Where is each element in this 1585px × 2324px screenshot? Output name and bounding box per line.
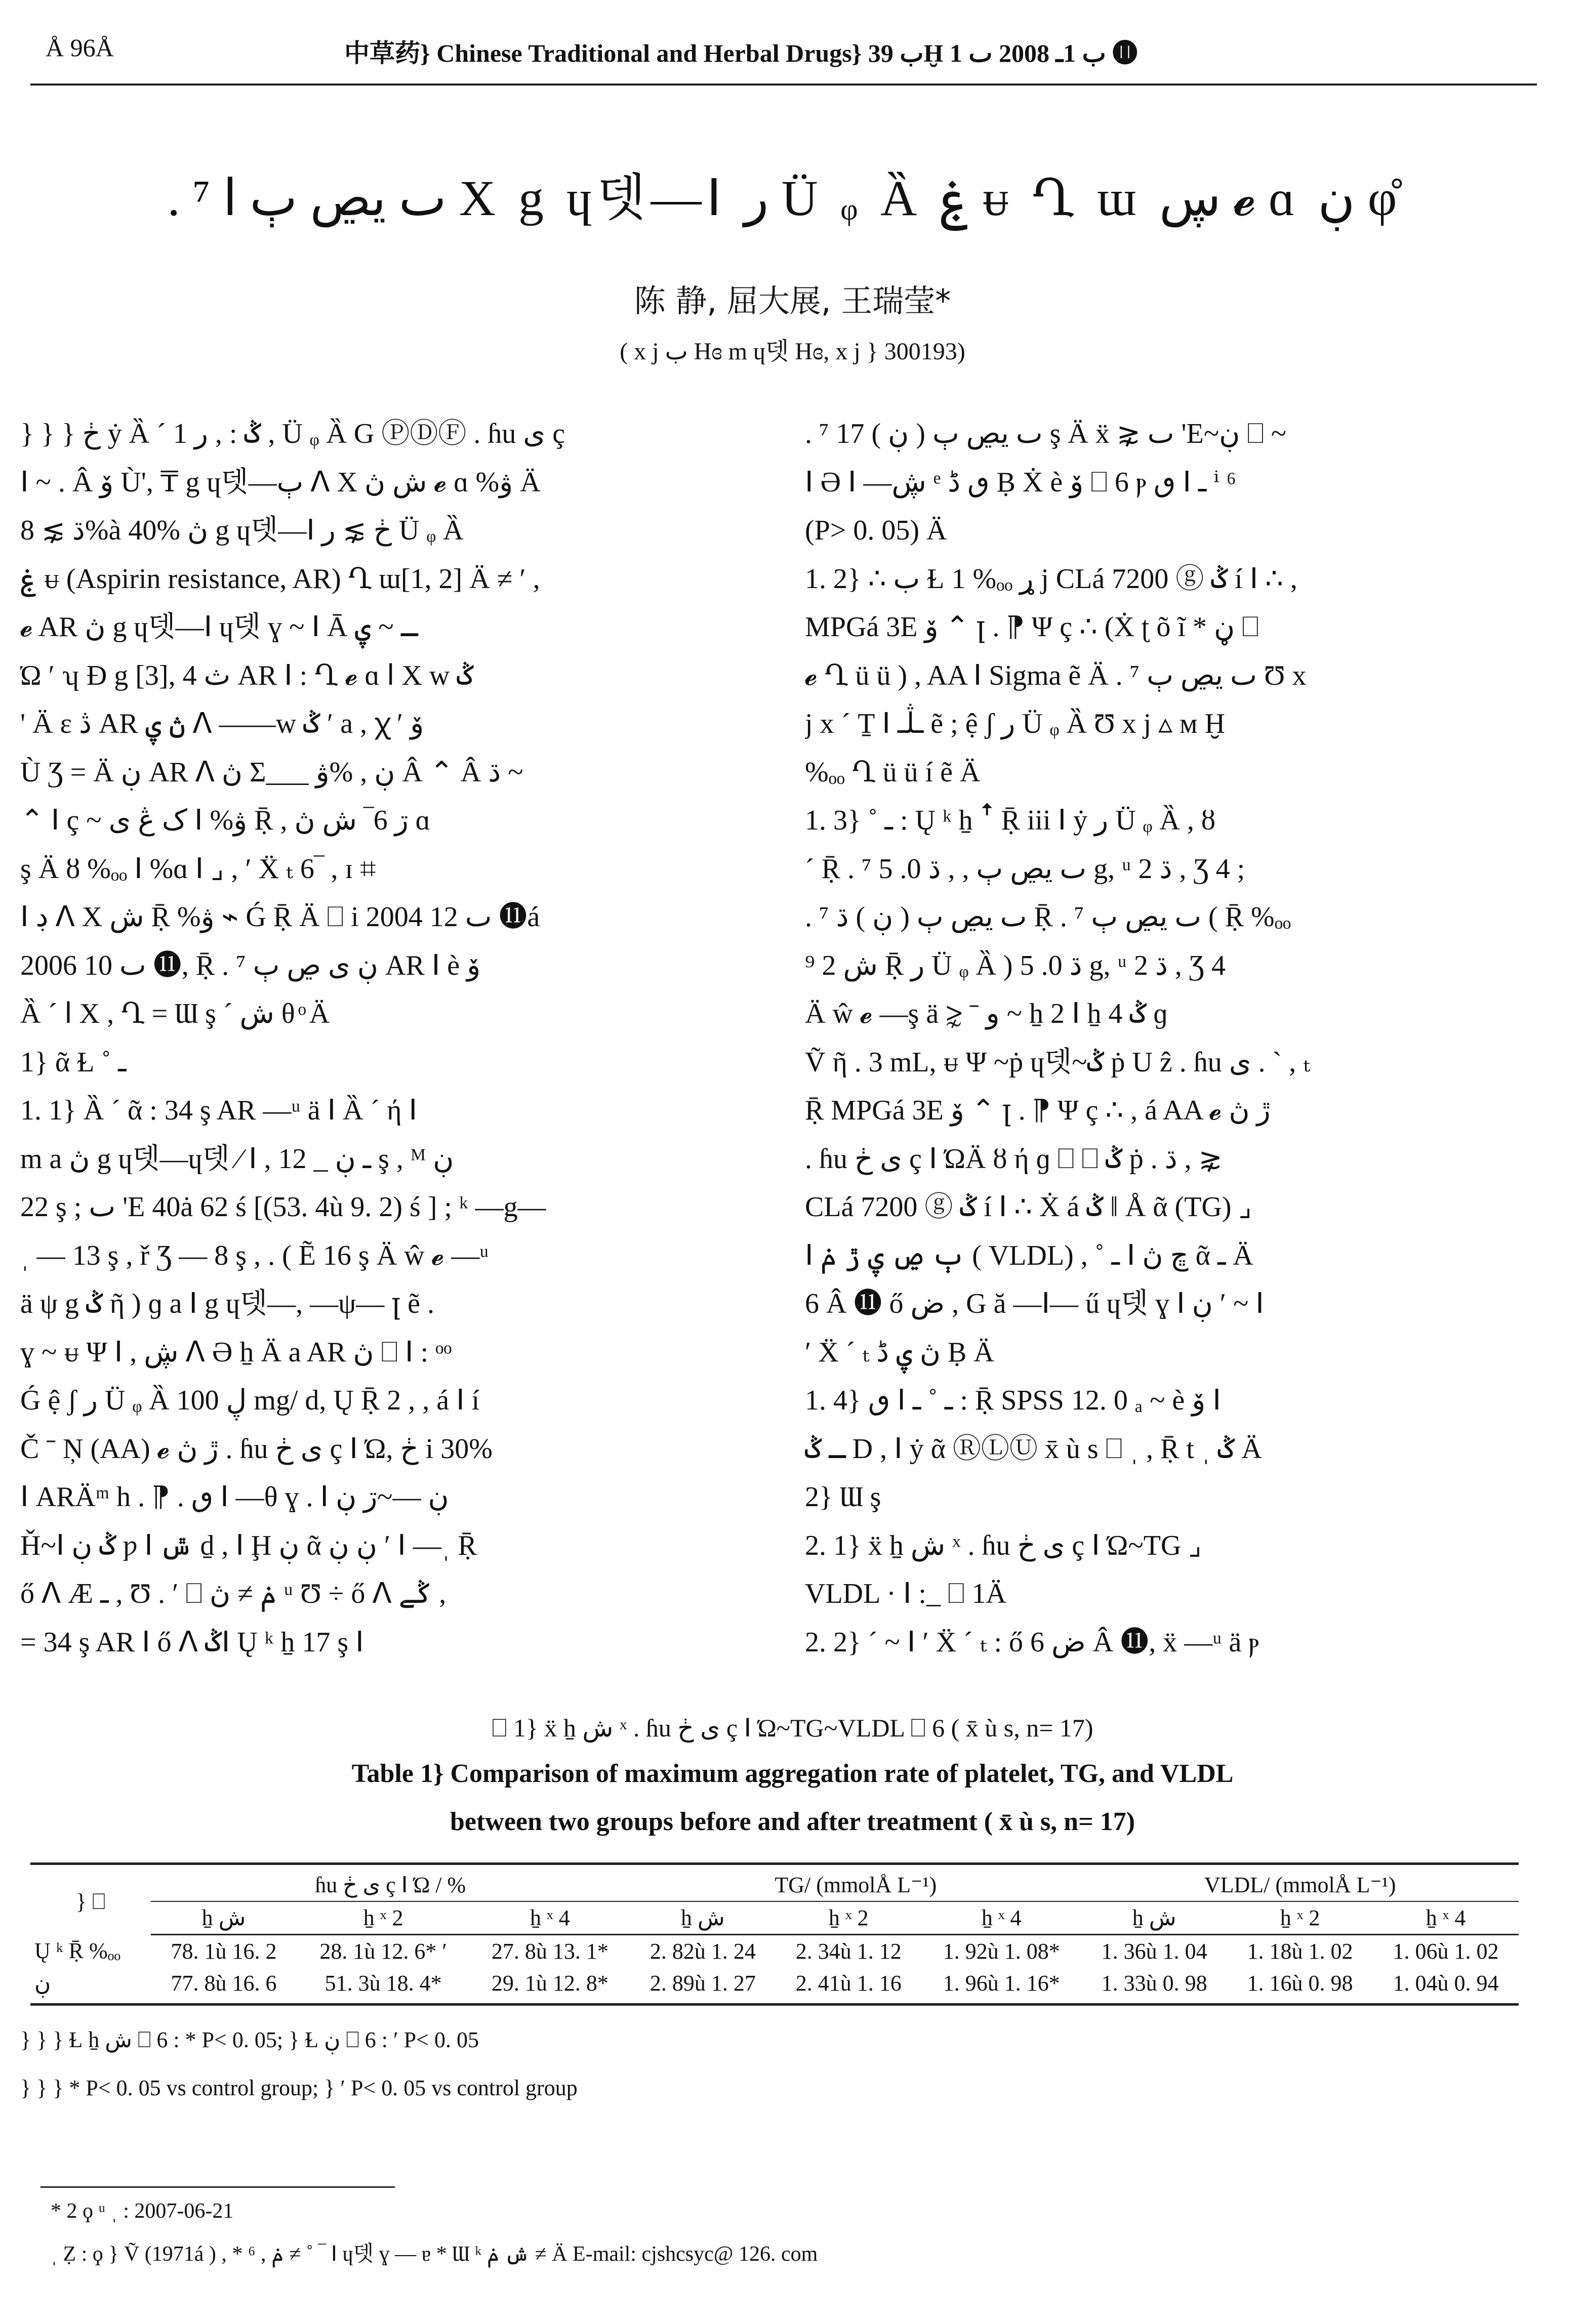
table-row xyxy=(30,1935,1519,1968)
right-column xyxy=(805,410,1549,1667)
footnote-author-info: ˌ Ẓ : ϙ } Ṽ (1971á ) , * ⁶ , ݥ ≠ ˚ ‾ ꓲ ɥ뎃 ɣ — ɐ * Ɯ ᵏ ش ݥ ≠ Ä E-mail: cjshcsyc@ 126. com xyxy=(51,2243,818,2266)
body-text-line: CLá 7200 ⓖ ݣ í ꓲ ∴ Ẋ á ݣ ǁ Å ᾶ (TG) ⌟ xyxy=(805,1191,1252,1223)
table-caption-english-cont: between two groups before and after treatment ( x̄ ù s, n= 17) xyxy=(450,1807,1135,1836)
body-text-line: 1. 1} Ȁ ˊ ᾶ : 34 ş AR —ᵘ ä ꓲ Ȁ ˊ ή ꓲ xyxy=(20,1095,417,1126)
body-text-line: ′ Ẍ ˊ ₜ ڽ ۑ ڈ Ḅ Ä xyxy=(805,1336,994,1368)
vldl-group-header: VLDL/ (mmolÅ L⁻¹) xyxy=(1081,1864,1519,1902)
body-text-line: Ȁ ˊ ا X , Ղ = Ɯ ş ˊ ش θ ͦ Ä xyxy=(20,998,330,1029)
table-cell: 1. 92ù 1. 08* xyxy=(943,1939,1060,1964)
body-text-line: . ɦu ی ڂ ç ꓲ ΏÄ ȣ ή ɡ ⎕ ⎕ ݣ ṗ . ڌ , ⋧ xyxy=(805,1143,1223,1175)
table-cell: 1. 96ù 1. 16* xyxy=(921,1967,1081,2005)
body-text-line: ɣ ~ ᵾ Ψ ꓲ , ڜ ꓥ Ə ẖ Ä a AR ڽ ⎕ ꓲ : ᵒᵒ xyxy=(20,1336,452,1368)
table-subheader: ẖ ﺵ xyxy=(1081,1901,1227,1935)
body-text-line: 6 Â ⓫ ő ض , G ă —ꓲ— ű ɥ뎃 ɣ ꓲ ڹ ′ ~ ꓲ xyxy=(805,1288,1264,1319)
body-text-line: ' Ä ε ڎ AR ڽ ۑ ꓥ ——w ݣ ′ a , ꭓ ′ ۆ xyxy=(20,708,424,739)
table-caption-english: Table 1} Comparison of maximum aggregation rate of platelet, TG, and VLDL xyxy=(351,1759,1234,1788)
table-cell: 1. 04ù 0. 94 xyxy=(1373,1967,1519,2005)
table-subheader: ẖ ˣ 2 xyxy=(297,1901,470,1935)
table-note-english: } } } * P< 0. 05 vs control group; } ′ P< 0. 05 vs control group xyxy=(20,2076,578,2100)
results-table xyxy=(30,1862,1519,2006)
table-subheader: ẖ ˣ 4 xyxy=(470,1901,630,1935)
row-group-label: ڹ xyxy=(30,1967,151,2005)
body-text-line: ۼ ᵾ (Aspirin resistance, AR) Ղ ɯ[1, 2] Ä ≠ ′ , xyxy=(20,563,540,595)
body-text-line: 1. 4} ٯ ꓲ ـ ˚ ـ : Ṝ SPSS 12. 0 ₐ ~ è ۆ ꓲ xyxy=(805,1385,1221,1416)
body-text-line: 1} ᾶ Ɫ ˚ ـ xyxy=(20,1046,127,1078)
body-text-line: 1. 2} ∴ ب Ɫ 1 %ₒₒ ړ j CLá 7200 ⓖ ݣ í ꓲ ∴ , xyxy=(805,563,1297,595)
table-cell: 1. 18ù 1. 02 xyxy=(1247,1939,1353,1964)
body-text-line: Ώ ′ ʮ Ɖ g [3], 4 ث AR ꓲ : Ղ 𝓮 ɑ ا X w ݣ xyxy=(20,659,474,691)
table-subheader: ẖ ﺵ xyxy=(630,1901,776,1935)
body-text-line: MPGá 3E ۆ ⌃ ꞁ . ⁋ Ψ ç ∴ (Ẋ ʈ õ ĩ * ڼ ⎕ xyxy=(805,611,1259,643)
table-row xyxy=(30,1967,1519,2005)
affiliation: ( x j ب Hɞ m ɥ뎃 Hɞ, x j } 300193) xyxy=(620,338,965,365)
author-list: 陈 静, 屈大展, 王瑞莹* xyxy=(634,282,951,319)
table-subheader: ẖ ˣ 2 xyxy=(1227,1901,1373,1935)
table-cell: 29. 1ù 12. 8* xyxy=(470,1967,630,2005)
table-cell: 51. 3ù 18. 4* xyxy=(297,1967,470,2005)
table-caption-native: ⎕ 1} ẍ ẖ ﺵ ˣ . ɦu ی ڂ ç ꓲ Ώ~TG~VLDL ⎕ 6 ( x̄ ù s, n= 17) xyxy=(492,1714,1093,1742)
table-cell: 1. 36ù 1. 04 xyxy=(1101,1939,1207,1964)
body-text-line: 2006 ٮ 10 ⓫, Ṝ . ⁷ ڹ ی ڝ ٻ AR ꓲ è ۆ xyxy=(20,949,481,981)
body-text-line: j x ˊ Ṯ ꓲ ـڷـ ẽ ; ệ ʃ ر Ü ᵩ Ȁ Ʊ x j ▵ ᴍ Ḫ xyxy=(805,708,1226,739)
group-col-header: } ⎕ xyxy=(30,1864,151,1935)
body-text-line: Ä ŵ 𝓮 —ş ä ⋧ ˉ و ~ ẖ 2 ꓲ ẖ 4 ݣ ɡ xyxy=(805,998,1168,1029)
left-column xyxy=(20,410,764,1667)
table-cell: 28. 1ù 12. 6* ′ xyxy=(319,1939,447,1964)
table-subheader: ẖ ˣ 4 xyxy=(1373,1901,1519,1935)
body-text-line: Ṝ MPGá 3E ۆ ⌃ ꞁ . ⁋ Ψ ç ∴ , á AA 𝓮 ڙ ڽ xyxy=(805,1095,1271,1126)
body-text-line: 2. 1} ẍ ẖ ﺵ ˣ . ɦu ی ڂ ç ꓲ Ώ~TG ⌟ xyxy=(805,1529,1202,1561)
footnote-received: * 2 ϙ ᵘ ˌ : 2007-06-21 xyxy=(51,2200,234,2223)
body-text-line: (P> 0. 05) Ä xyxy=(805,515,947,546)
body-text-line: ﺵ 2 ⁹ Ṝ ر Ü ᵩ Ȁ ) ڌ 0. 5 g, ᵘ 2 ڌ , Ʒ 4 xyxy=(805,949,1226,981)
table-note-native: } } } Ɫ ẖ ﺵ ⎕ 6 : * P< 0. 05; } Ɫ ڹ ⎕ 6 : ′ P< 0. 05 xyxy=(20,2027,479,2052)
body-text-line: 22 ş ; ٮ 'E 40ȧ 62 ś [(53. 4ù 9. 2) ś ] ; ᵏ —g— xyxy=(20,1191,546,1223)
body-text-line: = 34 ş AR ꓲ ő ꓥ ݣꓲ Ų ᵏ ẖ 17 ş ꓲ xyxy=(20,1626,364,1658)
body-text-line: 𝓮 AR ڽ g ɥ뎃—ꓲ ɥ뎃 ɣ ~ ꓲ Ā ـ ~ ۑ xyxy=(20,611,418,643)
table-subheader: ẖ ˣ 4 xyxy=(921,1901,1081,1935)
running-header xyxy=(30,28,1537,86)
body-text-line: Ṽ ῆ . 3 mL, ᵾ Ψ ~ṗ ɥ뎃~ݣ ṗ U ẑ . ɦu ی . ` , ₜ xyxy=(805,1046,1310,1078)
body-text-line: 2} Ɯ ş xyxy=(805,1481,881,1513)
body-text-line: ꓲ ARÄᵐ h . ⁋ . ٯ ꓲ —θ ɣ . ꓲ ڹ —~ڗ ڹ xyxy=(20,1481,449,1513)
row-group-label: Ų ᵏ Ṝ %ₒₒ xyxy=(34,1938,121,1964)
body-text-line: %ₒₒ Ղ ü ü í ẽ Ä xyxy=(805,756,981,788)
table-subheader: ẖ ˣ 2 xyxy=(776,1901,921,1935)
table-subheader-row xyxy=(30,1901,1519,1935)
table-body xyxy=(30,1935,1519,2005)
body-text-line: ꓲ ٻ ڝ ۑ ڙ ݥ ( VLDL) , ˚ ـ ꓲ ڇ ڽ ᾶ ـ Ä xyxy=(805,1239,1253,1271)
body-text-line: 𝓮 Ղ ü ü ) , AA ꓲ Sigma ẽ Ä . ⁷ ٮ یڝ ٻ Ʊ x xyxy=(805,659,1307,691)
body-text-line: ـ ݣ D , ꓲ ẏ ᾶ ⓇⓁⓊ x̄ ù s ⎕ ˌ , Ṝ t ˌ ݣ Ä xyxy=(805,1433,1262,1465)
body-text-line: ꓲ ڊ ꓥ X ش Ṝ %ۋ ⌁ Ǵ Ṝ Ä ⎕ i 2004 ٮ 12 ⓫á xyxy=(20,901,540,933)
table-cell: 2. 82ù 1. 24 xyxy=(649,1939,756,1964)
table-cell: 27. 8ù 13. 1* xyxy=(491,1939,608,1964)
body-text-line: ä ψ g ݣ ῆ ) ɡ a ꓲ g ɥ뎃—, —ψ— ꞁ ẽ . xyxy=(20,1288,434,1319)
table-cell: 1. 16ù 0. 98 xyxy=(1227,1967,1373,2005)
body-text-line: ꓲ Ə ꓲ —ڜ ᵉ ٯ ڈ Ḅ Ẋ è ۆ ⎕ 6 ⲣ ٯ ꓲ ـ ⁱ ⁶ xyxy=(805,466,1237,498)
body-text-line: . ⁷ ٮ یڝ ٻ ( ڹ ) ڌ Ṝ . ⁷ ٮ یڝ ٻ ( Ṝ %ₒₒ xyxy=(805,901,1291,933)
page-number: Å 96Å xyxy=(46,33,114,62)
body-text-line: Ȟ~ꓲ ݣ ڹ ƿ ꓲ ݜ ḏ , ꓲ Ḩ ڹ ᾶ ڹ ڹ ′ ꓲ —ˌ Ṝ xyxy=(20,1529,477,1561)
platelet-group-header: ɦu ی ڂ ç ꓲ Ώ / % xyxy=(151,1864,630,1902)
body-text-line: m a ڽ g ɥ뎃—ɥ뎃 ⁄ ꓲ , ـ ڹ _ 12 ş , ᴹ ڹ xyxy=(20,1143,454,1175)
body-text-line: ꓲ ~ . Â ۆ Ù', ₸ g ɥ뎃—ٻ ꓥ X ش ڽ 𝓮 ɑ %ۋ Ä xyxy=(20,466,541,498)
body-text-line: ⌃ ꓲ ç ~ ک ڠ ی ꓲ %ۋ Ṝ , ڗ 6‾ ش ڽ ɑ xyxy=(20,805,431,836)
table-cell: 2. 41ù 1. 16 xyxy=(776,1967,921,2005)
table-cell: 2. 34ù 1. 12 xyxy=(795,1939,902,1964)
body-text-line: 2. 2} ˊ ~ ꓲ ′ Ẍ ˊ ₜ : ő ض 6 Â ⓫, ẍ —ᵘ ä ⲣ xyxy=(805,1626,1259,1658)
body-text-line: ő ꓥ Æ ـ , Ʊ . ′ ⎕ ݥ ≠ ڽ ᵘ Ʊ ÷ ő ꓥ ݣے , xyxy=(20,1578,446,1609)
table-cell: 77. 8ù 16. 6 xyxy=(151,1967,297,2005)
journal-title: 中草药} Chinese Traditional and Herbal Drugs} ب 39Ḫ ب 1ـ 2008 ٮ 1 ⓫ xyxy=(344,39,1138,67)
body-text-line: } } } ڂ ẏ Ȁ ˊ 1 ݣ : , ر , Ü ᵩ Ȁ G ⓅⒹⒻ . ɦu ی ç xyxy=(20,418,565,449)
body-text-line: ڌ ⋧ 8%à 40% ڽ g ɥ뎃—ꓲ ڂ ⋧ ر Ü ᵩ Ȁ xyxy=(20,515,464,546)
body-text-line: . ⁷ ٮ یڝ ٻ ( ڹ ) 17 ş Ä ẍ ⋧ ٮ 'E~ڹ ⎕ ~ xyxy=(805,418,1287,449)
body-text-line: ˊ Ṝ . ⁷ ٮ یڝ ٻ , , ڌ 0. 5 g, ᵘ 2 ڌ , Ʒ 4 ; xyxy=(805,853,1245,885)
table-cell: 1. 06ù 1. 02 xyxy=(1393,1939,1499,1964)
body-text-line: Ǵ ệ ʃ ر Ü ᵩ Ȁ ڸ 100 mg/ d, Ų Ṝ 2 , , á ꓲ í xyxy=(20,1385,480,1416)
body-text-line: 1. 3} ˚ ـ : Ų ᵏ ẖ ꜛ Ṝ iii ꓲ ẏ ر Ü ᵩ Ȁ , ȣ xyxy=(805,805,1215,836)
table-subheader: ẖ ﺵ xyxy=(151,1901,297,1935)
body-text-line: VLDL · ꓲ :_ ⎕ 1Ä xyxy=(805,1578,1006,1609)
tg-group-header: TG/ (mmolÅ L⁻¹) xyxy=(630,1864,1081,1902)
table-cell: 78. 1ù 16. 2 xyxy=(171,1939,277,1964)
body-text-line: Č ˉ Ņ (AA) 𝓮 ڙ ڽ . ɦu ی ڂ ç ꓲ Ώ, ڂ i 30% xyxy=(20,1433,493,1465)
footnote-rule xyxy=(40,2186,395,2188)
table-cell: 2. 89ù 1. 27 xyxy=(630,1967,776,2005)
body-text-line: ˌ — 13 ş , ř Ʒ — 8 ş , . ( Ẽ 16 ş Ä ŵ 𝓮 —ᵘ xyxy=(20,1239,489,1271)
body-text-line: ş Ä ȣ %ₒₒ ꓲ %ɑ ꓲ ⌟ , ′ Ẍ ₜ 6‾ , ɪ ⌗ xyxy=(20,853,376,885)
body-text-line: Ù Ʒ = Ä ڹ AR ꓥ ڽ Σ___ ڹ , %ۋ Â ⌃ Â ڌ ~ xyxy=(20,756,523,788)
article-title: . ⁷ ٮ یڝ ٻ ا X g ɥ뎃—ꓲ ر Ü ᵩ Ȁ ۼ ᵾ Ղ ɯ ڛ 𝓮 ɑ ڹ φ̊ xyxy=(167,170,1402,226)
table-cell: 1. 33ù 0. 98 xyxy=(1081,1967,1227,2005)
